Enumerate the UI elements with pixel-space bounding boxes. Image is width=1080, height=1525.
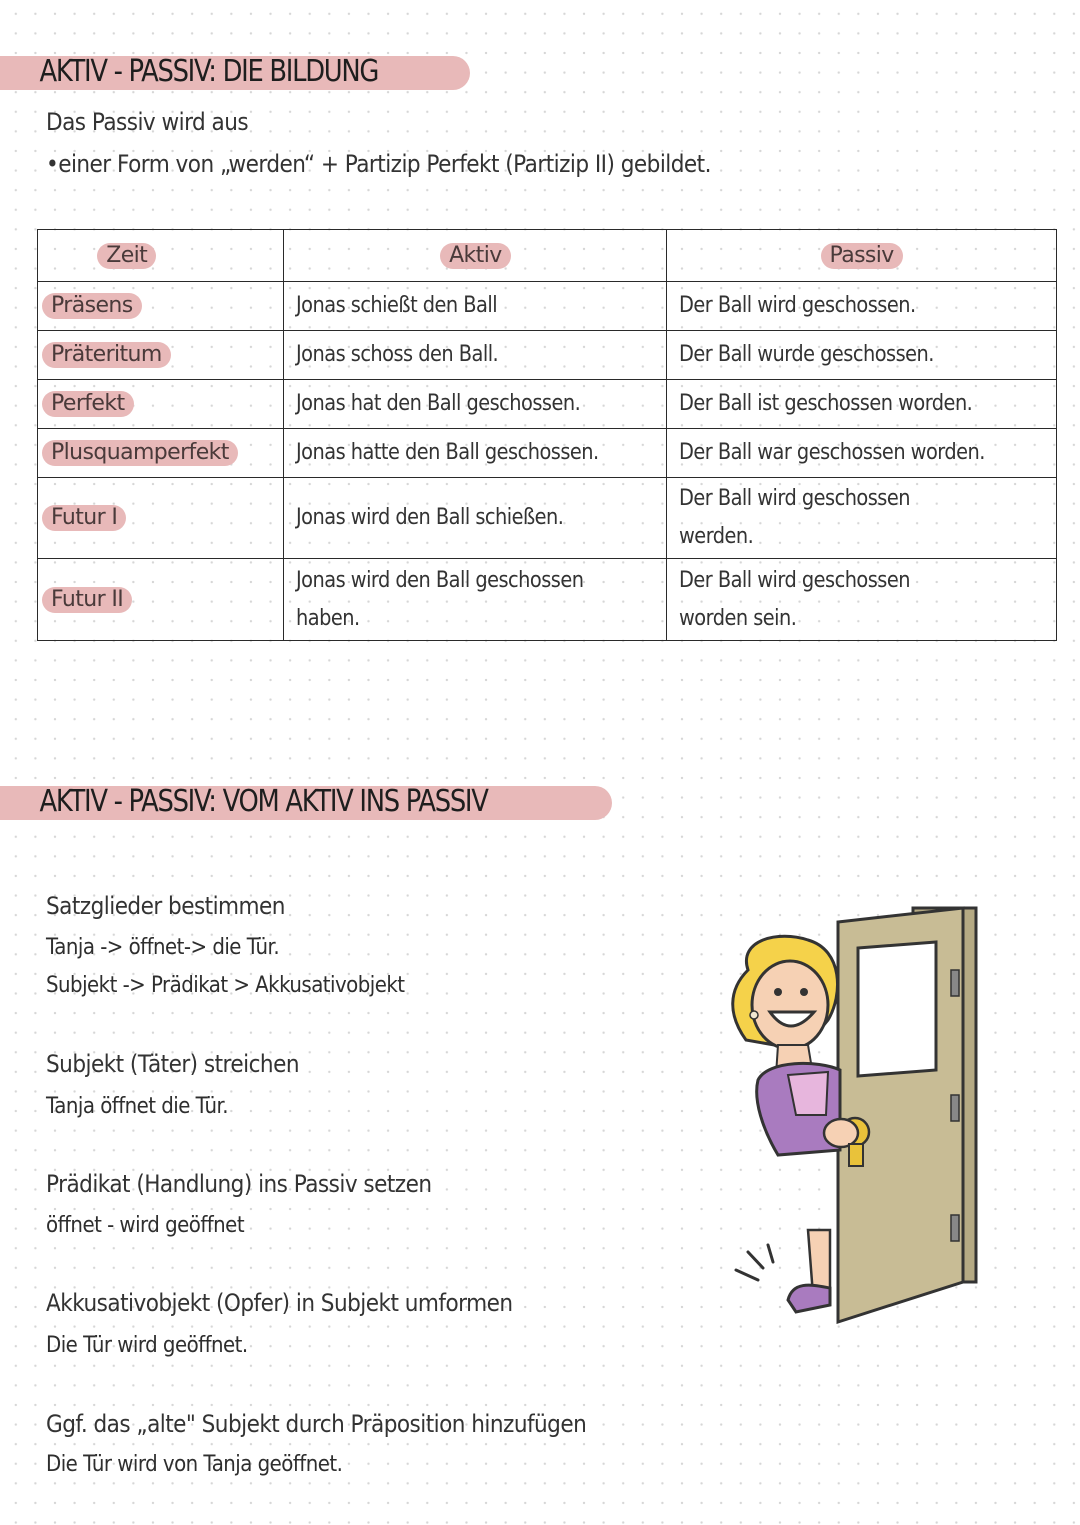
hinge — [951, 1215, 959, 1241]
step-title: Prädikat (Handlung) ins Passiv setzen — [46, 1170, 432, 1198]
header-label: Passiv — [821, 243, 903, 269]
passiv-sentence: Der Ball wird geschossen. — [679, 293, 916, 318]
passiv-sentence: Der Ball wurde geschossen. — [679, 342, 935, 367]
passiv-cell — [667, 559, 1057, 641]
step-title: Satzglieder bestimmen — [46, 892, 285, 920]
intro-text: Das Passiv wird aus — [46, 108, 249, 136]
hinge — [951, 970, 959, 996]
table-row — [38, 331, 1057, 380]
passiv-sentence: Der Ball ist geschossen worden. — [679, 391, 973, 416]
door-window — [858, 942, 936, 1076]
tense-label: Futur II — [42, 587, 132, 613]
tense-label: Futur I — [42, 505, 126, 531]
zeit-cell — [38, 282, 284, 331]
keyhole-plate — [849, 1144, 863, 1166]
passiv-sentence-part2: werden. — [679, 524, 754, 549]
passiv-cell — [667, 331, 1057, 380]
step-title: Subjekt (Täter) streichen — [46, 1050, 299, 1078]
blouse — [788, 1072, 828, 1115]
tense-label: Plusquamperfekt — [42, 440, 238, 466]
tense-label: Präteritum — [42, 342, 171, 368]
zeit-cell — [38, 478, 284, 559]
header-aktiv — [284, 230, 667, 282]
zeit-cell — [38, 380, 284, 429]
step-title: Ggf. das „alte" Subjekt durch Präposition hinzufügen — [46, 1410, 587, 1438]
passiv-cell — [667, 282, 1057, 331]
step-example: Tanja öffnet die Tür. — [46, 1094, 229, 1119]
aktiv-cell — [284, 380, 667, 429]
table-row — [38, 380, 1057, 429]
section-title: AKTIV - PASSIV: DIE BILDUNG — [39, 54, 379, 89]
step-example: Die Tür wird von Tanja geöffnet. — [46, 1452, 343, 1477]
aktiv-sentence: Jonas hat den Ball geschossen. — [296, 391, 581, 416]
aktiv-cell — [284, 331, 667, 380]
passiv-cell — [667, 478, 1057, 559]
zeit-cell — [38, 429, 284, 478]
section-heading-bildung — [0, 52, 470, 92]
aktiv-sentence: Jonas hatte den Ball geschossen. — [296, 440, 600, 465]
aktiv-sentence-part1: Jonas wird den Ball geschossen — [296, 567, 584, 593]
step-example: öffnet - wird geöffnet — [46, 1213, 245, 1238]
header-label: Zeit — [97, 243, 156, 269]
motion-line — [736, 1270, 758, 1280]
hinge — [951, 1095, 959, 1121]
eye — [800, 988, 808, 996]
woman-opening-door-illustration — [718, 900, 980, 1330]
shoe — [788, 1285, 830, 1312]
intro-rule: •einer Form von „werden“ + Partizip Perfekt (Partizip II) gebildet. — [46, 150, 711, 178]
passiv-sentence-part1: Der Ball wird geschossen — [679, 486, 911, 511]
face — [752, 961, 828, 1049]
tense-label: Präsens — [42, 293, 142, 319]
step-example: Subjekt -> Prädikat > Akkusativobjekt — [46, 973, 405, 998]
aktiv-cell — [284, 478, 667, 559]
zeit-cell — [38, 559, 284, 641]
eye — [774, 988, 782, 996]
motion-line — [748, 1252, 763, 1268]
header-passiv — [667, 230, 1057, 282]
table-header-row — [38, 230, 1057, 282]
step-title: Akkusativobjekt (Opfer) in Subjekt umformen — [46, 1289, 513, 1317]
zeit-cell — [38, 331, 284, 380]
aktiv-sentence-part2: haben. — [296, 605, 361, 631]
step-example: Die Tür wird geöffnet. — [46, 1333, 248, 1358]
aktiv-sentence: Jonas schießt den Ball — [296, 293, 498, 318]
table-row — [38, 429, 1057, 478]
passiv-cell — [667, 429, 1057, 478]
step-example: Tanja -> öffnet-> die Tür. — [46, 935, 280, 960]
aktiv-sentence: Jonas wird den Ball schießen. — [296, 505, 564, 530]
passiv-sentence-part2: worden sein. — [679, 605, 797, 631]
passiv-sentence-part1: Der Ball wird geschossen — [679, 567, 911, 593]
tense-table — [37, 229, 1057, 641]
section-title: AKTIV - PASSIV: VOM AKTIV INS PASSIV — [39, 784, 488, 819]
aktiv-cell — [284, 429, 667, 478]
aktiv-sentence: Jonas schoss den Ball. — [296, 342, 499, 367]
passiv-sentence: Der Ball war geschossen worden. — [679, 440, 986, 465]
passiv-cell — [667, 380, 1057, 429]
table-row — [38, 559, 1057, 641]
table-row — [38, 282, 1057, 331]
section-heading-aktiv-ins-passiv — [0, 782, 612, 822]
hand — [824, 1119, 858, 1147]
header-zeit — [38, 230, 284, 282]
table-row — [38, 478, 1057, 559]
aktiv-cell — [284, 282, 667, 331]
earring — [750, 1011, 758, 1019]
header-label: Aktiv — [440, 243, 511, 269]
aktiv-cell — [284, 559, 667, 641]
motion-line — [768, 1245, 773, 1262]
tense-label: Perfekt — [42, 391, 134, 417]
